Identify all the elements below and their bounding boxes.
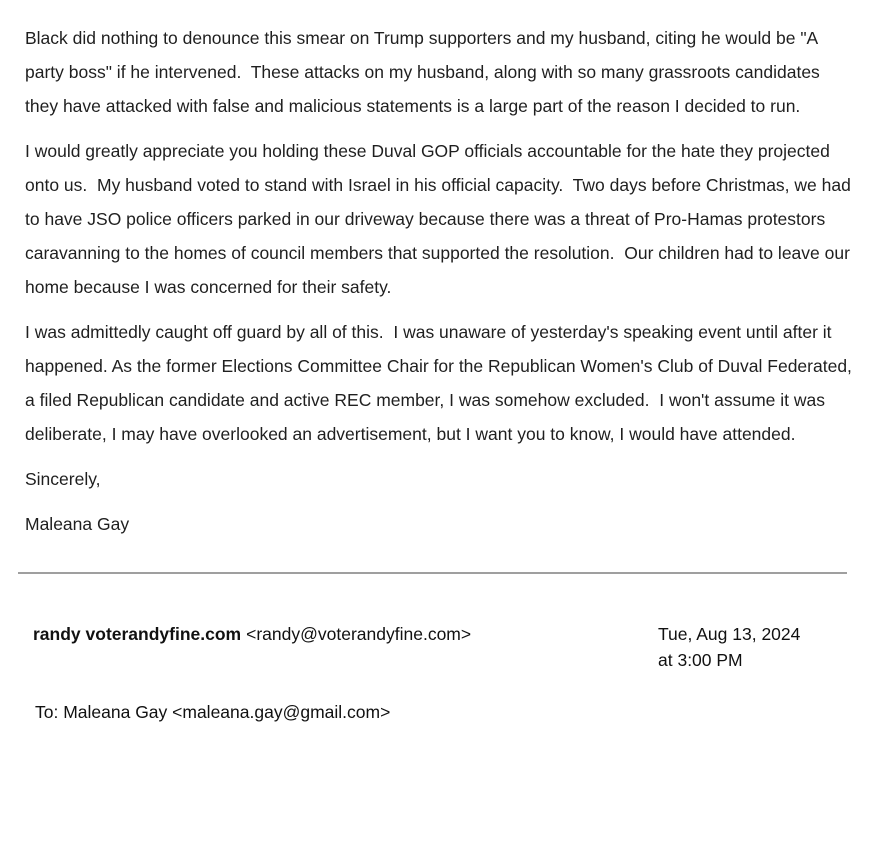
sender-name: randy voterandyfine.com: [33, 624, 242, 644]
recipient-line: To: Maleana Gay <maleana.gay@gmail.com>: [35, 702, 391, 722]
message-date-line-1: Tue, Aug 13, 2024: [658, 624, 801, 644]
from-row: [33, 621, 888, 673]
body-paragraph-1: Black did nothing to denounce this smear on Trump supporters and my husband, citing he would be "A party boss" if he intervened. These attacks on my husband, along with so many grassroots candidates they have attacked with false and malicious statements is a large part of the reason I decided to run.: [25, 28, 825, 116]
quoted-message-header: [33, 621, 888, 725]
body-paragraph-2: I would greatly appreciate you holding these Duval GOP officials accountable for the hate they projected onto us. My husband voted to stand with Israel in his official capacity. Two days before Christmas, we had to have JSO police officers parked in our driveway because there was a threat of Pro-Hamas protestors caravanning to the homes of council members that supported the resolution. Our children had to leave our home because I was concerned for their safety.: [25, 141, 856, 297]
sender-email: <randy@voterandyfine.com>: [246, 624, 472, 644]
closing-line: Sincerely,: [25, 469, 101, 489]
message-date: [658, 621, 800, 673]
body-paragraph-3: I was admittedly caught off guard by all of this. I was unaware of yesterday's speaking event until after it happened. As the former Elections Committee Chair for the Republican Women's Club of Duval Federated, a filed Republican candidate and active REC member, I was somehow excluded. I won't assume it was deliberate, I may have overlooked an advertisement, but I want you to know, I would have attended.: [25, 322, 857, 444]
sender: [33, 621, 658, 647]
message-date-line-2: at 3:00 PM: [658, 650, 743, 670]
message-divider: [18, 572, 847, 574]
signature-line: Maleana Gay: [25, 514, 130, 534]
